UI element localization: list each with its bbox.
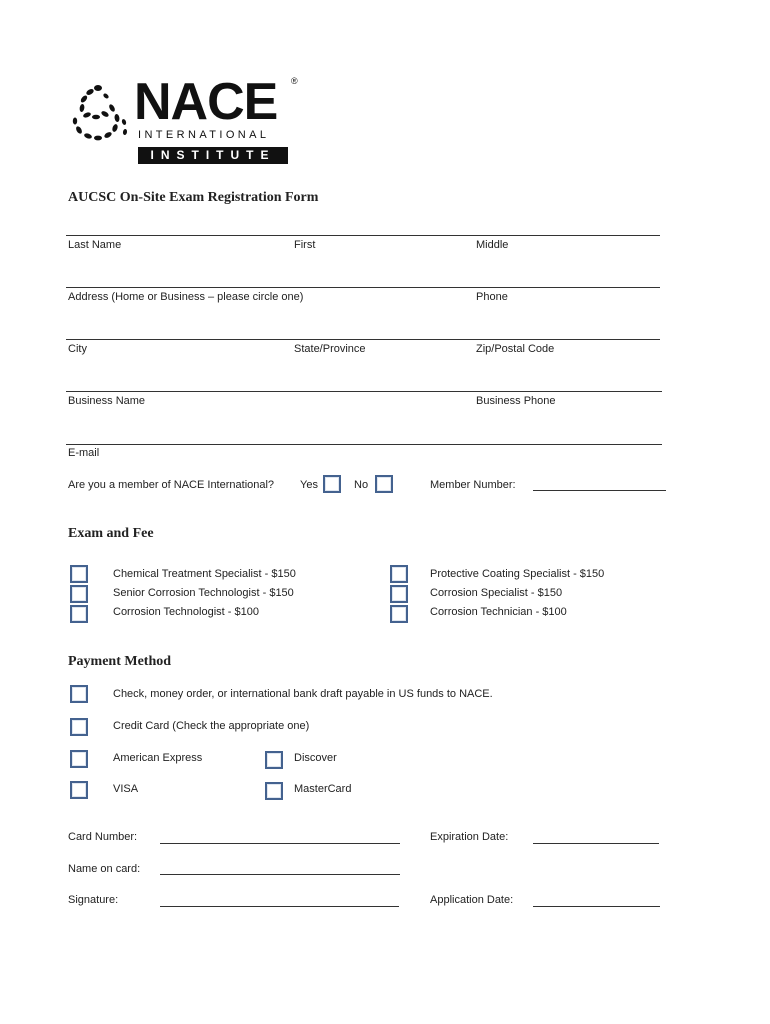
member-number-label: Member Number: bbox=[430, 479, 516, 491]
payment-credit-card-checkbox[interactable] bbox=[70, 718, 88, 736]
exam-checkbox-corrosion-specialist[interactable] bbox=[390, 585, 408, 603]
member-yes-checkbox[interactable] bbox=[323, 475, 341, 493]
card-mastercard-checkbox[interactable] bbox=[265, 782, 283, 800]
application-date-label: Application Date: bbox=[430, 894, 514, 906]
logo-institute: INSTITUTE bbox=[138, 147, 288, 164]
exam-label-corrosion-specialist: Corrosion Specialist - $150 bbox=[430, 587, 563, 599]
logo-registered: ® bbox=[291, 76, 298, 86]
application-date-field[interactable] bbox=[533, 906, 660, 907]
logo-international: INTERNATIONAL bbox=[138, 129, 270, 141]
member-yes-label: Yes bbox=[300, 479, 318, 491]
exam-checkbox-protective-coating[interactable] bbox=[390, 565, 408, 583]
last-name-label: Last Name bbox=[68, 239, 122, 251]
expiration-label: Expiration Date: bbox=[430, 831, 509, 843]
city-label: City bbox=[68, 343, 87, 355]
payment-credit-card-label: Credit Card (Check the appropriate one) bbox=[113, 720, 310, 732]
card-amex-checkbox[interactable] bbox=[70, 750, 88, 768]
card-visa-checkbox[interactable] bbox=[70, 781, 88, 799]
business-rule bbox=[66, 391, 662, 392]
middle-name-label: Middle bbox=[476, 239, 509, 251]
payment-heading: Payment Method bbox=[68, 654, 172, 669]
exam-label-corrosion-technician: Corrosion Technician - $100 bbox=[430, 606, 567, 618]
payment-check-checkbox[interactable] bbox=[70, 685, 88, 703]
card-mastercard-label: MasterCard bbox=[294, 783, 352, 795]
nace-swirl-icon bbox=[70, 82, 134, 148]
email-label: E-mail bbox=[68, 447, 100, 459]
card-number-field[interactable] bbox=[160, 843, 400, 844]
business-name-label: Business Name bbox=[68, 395, 146, 407]
exam-label-corrosion-technologist: Corrosion Technologist - $100 bbox=[113, 606, 259, 618]
payment-check-label: Check, money order, or international bank draft payable in US funds to NACE. bbox=[113, 688, 493, 700]
expiration-field[interactable] bbox=[533, 843, 659, 844]
business-field[interactable] bbox=[66, 408, 662, 442]
card-number-label: Card Number: bbox=[68, 831, 138, 843]
card-discover-checkbox[interactable] bbox=[265, 751, 283, 769]
exam-heading: Exam and Fee bbox=[68, 526, 154, 541]
nace-logo bbox=[70, 73, 305, 168]
address-field[interactable] bbox=[66, 304, 660, 338]
phone-label: Phone bbox=[476, 291, 508, 303]
form-title: AUCSC On-Site Exam Registration Form bbox=[68, 190, 319, 205]
exam-checkbox-corrosion-technologist[interactable] bbox=[70, 605, 88, 623]
city-field[interactable] bbox=[66, 356, 660, 390]
name-on-card-field[interactable] bbox=[160, 874, 400, 875]
exam-checkbox-chemical-treatment[interactable] bbox=[70, 565, 88, 583]
exam-label-senior-corrosion-technologist: Senior Corrosion Technologist - $150 bbox=[113, 587, 294, 599]
exam-checkbox-corrosion-technician[interactable] bbox=[390, 605, 408, 623]
zip-label: Zip/Postal Code bbox=[476, 343, 555, 355]
name-on-card-label: Name on card: bbox=[68, 863, 141, 875]
email-rule bbox=[66, 444, 662, 445]
signature-label: Signature: bbox=[68, 894, 119, 906]
card-amex-label: American Express bbox=[113, 752, 203, 764]
name-field[interactable] bbox=[66, 252, 660, 286]
name-rule bbox=[66, 235, 660, 236]
member-no-checkbox[interactable] bbox=[375, 475, 393, 493]
first-name-label: First bbox=[294, 239, 316, 251]
address-rule bbox=[66, 287, 660, 288]
card-discover-label: Discover bbox=[294, 752, 337, 764]
exam-label-protective-coating: Protective Coating Specialist - $150 bbox=[430, 568, 605, 580]
address-label: Address (Home or Business – please circle one) bbox=[68, 291, 304, 303]
state-label: State/Province bbox=[294, 343, 366, 355]
signature-field[interactable] bbox=[160, 906, 399, 907]
member-number-field[interactable] bbox=[533, 490, 666, 491]
exam-checkbox-senior-corrosion-technologist[interactable] bbox=[70, 585, 88, 603]
city-rule bbox=[66, 339, 660, 340]
logo-brand: NACE bbox=[134, 73, 278, 131]
member-no-label: No bbox=[354, 479, 369, 491]
business-phone-label: Business Phone bbox=[476, 395, 556, 407]
exam-label-chemical-treatment: Chemical Treatment Specialist - $150 bbox=[113, 568, 296, 580]
card-visa-label: VISA bbox=[113, 783, 139, 795]
member-question: Are you a member of NACE International? bbox=[68, 479, 275, 491]
